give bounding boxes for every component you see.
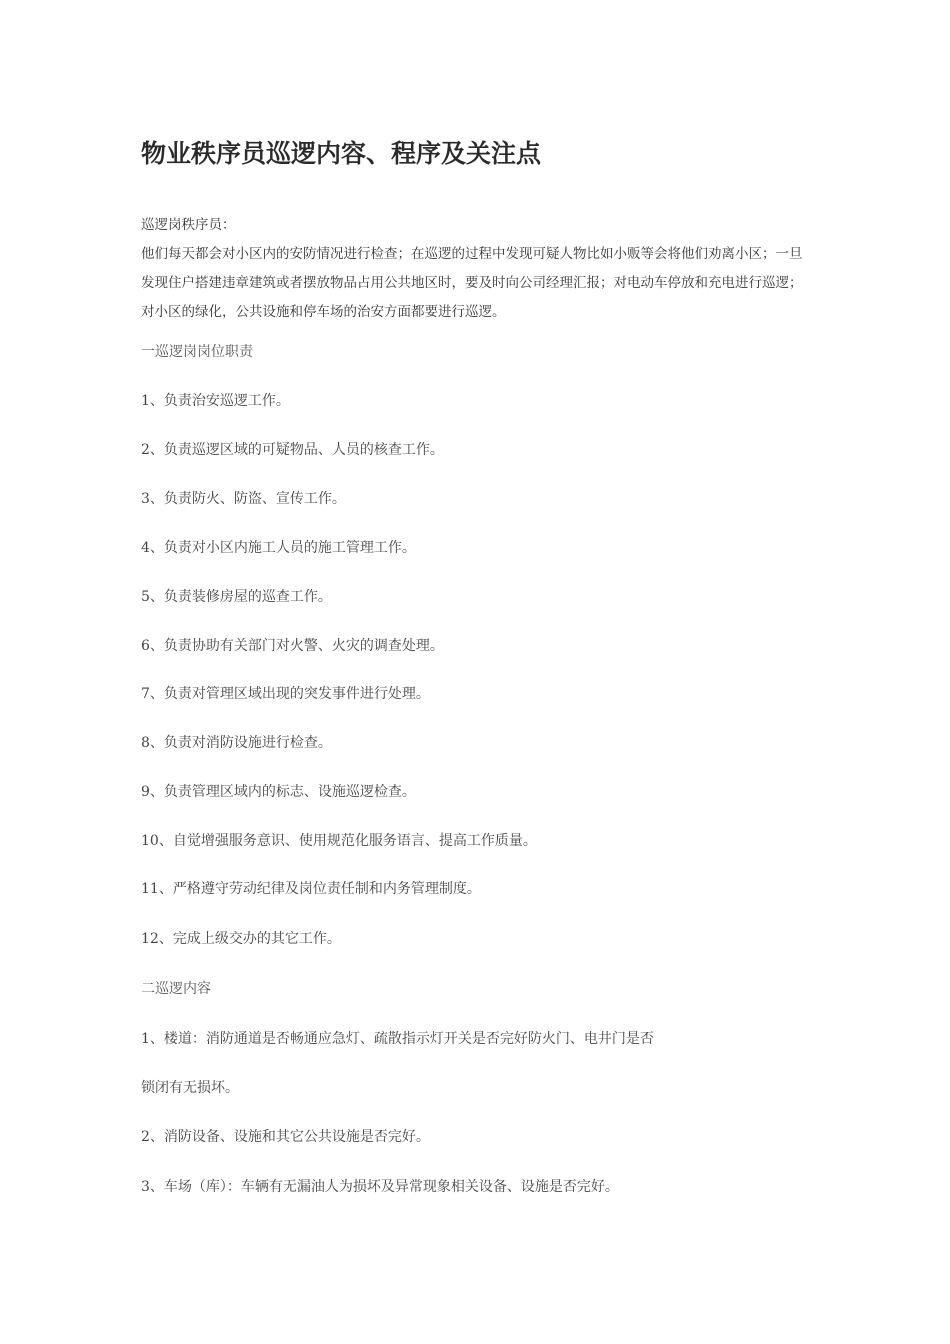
duty-item: 6、负责协助有关部门对火警、火灾的调查处理。 (141, 638, 444, 654)
duty-item: 11、严格遵守劳动纪律及岗位责任制和内务管理制度。 (141, 881, 481, 897)
duty-item: 10、自觉增强服务意识、使用规范化服务语言、提高工作质量。 (141, 833, 537, 849)
intro-block (141, 211, 811, 327)
duty-item: 3、负责防火、防盗、宣传工作。 (141, 491, 346, 507)
patrol-item: 锁闭有无损坏。 (141, 1080, 239, 1096)
duty-item: 12、完成上级交办的其它工作。 (141, 931, 341, 947)
section-heading-duties: 一巡逻岗岗位职责 (141, 344, 253, 360)
patrol-item: 1、楼道：消防通道是否畅通应急灯、疏散指示灯开关是否完好防火门、电井门是否 (141, 1031, 654, 1047)
patrol-item: 2、消防设备、设施和其它公共设施是否完好。 (141, 1129, 430, 1145)
duty-item: 4、负责对小区内施工人员的施工管理工作。 (141, 540, 416, 556)
section-heading-patrol-content: 二巡逻内容 (141, 981, 211, 997)
duty-item: 8、负责对消防设施进行检查。 (141, 735, 332, 751)
duty-item: 2、负责巡逻区域的可疑物品、人员的核查工作。 (141, 442, 444, 458)
duty-item: 5、负责装修房屋的巡查工作。 (141, 589, 332, 605)
duty-item: 7、负责对管理区域出现的突发事件进行处理。 (141, 686, 430, 702)
intro-label: 巡逻岗秩序员： (141, 217, 236, 233)
duty-item: 9、负责管理区域内的标志、设施巡逻检查。 (141, 784, 416, 800)
duty-item: 1、负责治安巡逻工作。 (141, 393, 290, 409)
patrol-item: 3、车场（库）：车辆有无漏油人为损坏及异常现象相关设备、设施是否完好。 (141, 1179, 619, 1195)
intro-text: 他们每天都会对小区内的安防情况进行检查；在巡逻的过程中发现可疑人物比如小贩等会将他们劝离小区；一旦发现住户搭建违章建筑或者摆放物品占用公共地区时，要及时向公司经理汇报；对电动车停放和充电进行巡逻；对小区的绿化，公共设施和停车场的治安方面都要进行巡逻。 (141, 246, 803, 320)
document-title: 物业秩序员巡逻内容、程序及关注点 (141, 139, 542, 168)
